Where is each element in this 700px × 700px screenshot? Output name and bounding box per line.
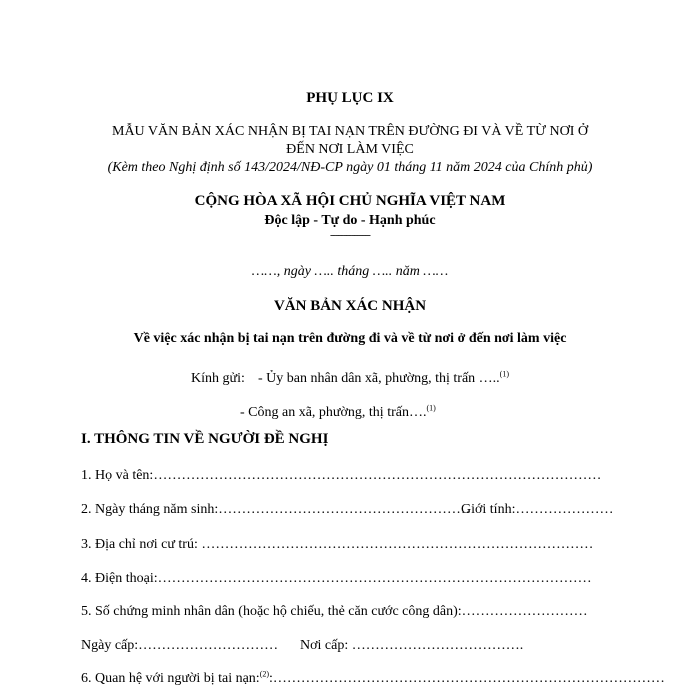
recipient-1-text: - Ủy ban nhân dân xã, phường, thị trấn ….. [258, 371, 500, 386]
motto-underline: --------------- [330, 229, 370, 241]
field-relationship-label: 6. Quan hệ với người bị tai nạn: [81, 671, 260, 686]
field-relationship-dots: :………………………………………………………………………… [269, 671, 665, 686]
recipient-2 [240, 403, 436, 420]
recipient-1-footnote: (1) [499, 369, 509, 379]
country-name: CỘNG HÒA XÃ HỘI CHỦ NGHĨA VIỆT NAM [194, 193, 506, 209]
field-phone: 4. Điện thoại:………………………………………………………………………………… [81, 571, 592, 586]
field-relationship [81, 669, 665, 686]
date-line: ……, ngày ….. tháng ….. năm …… [251, 264, 449, 279]
field-residence-address: 3. Địa chỉ nơi cư trú: ………………………………………………………………………… [81, 537, 594, 552]
section-1-heading: I. THÔNG TIN VỀ NGƯỜI ĐỀ NGHỊ [81, 431, 329, 447]
form-title-line-2: ĐẾN NƠI LÀM VIỆC [286, 142, 414, 157]
recipient-2-text: - Công an xã, phường, thị trấn…. [240, 405, 427, 420]
motto: Độc lập - Tự do - Hạnh phúc [264, 213, 436, 228]
appendix-title: PHỤ LỤC IX [306, 90, 394, 106]
field-issue-place: Nơi cấp: ………………………………. [300, 638, 524, 653]
subject-line: Về việc xác nhận bị tai nạn trên đường đi và về từ nơi ở đến nơi làm việc [133, 331, 567, 346]
field-issue-date: Ngày cấp:………………………… [81, 638, 279, 653]
recipient-2-footnote: (1) [426, 403, 436, 413]
field-full-name: 1. Họ và tên:…………………………………………………………………………………… [81, 468, 602, 483]
recipient-label: Kính gửi: [191, 371, 245, 386]
field-relationship-footnote: (2) [259, 669, 270, 679]
recipient-1 [258, 369, 509, 386]
document-title: VĂN BẢN XÁC NHẬN [273, 298, 427, 314]
decree-note: (Kèm theo Nghị định số 143/2024/NĐ-CP ngày 01 tháng 11 năm 2024 của Chính phủ) [107, 160, 593, 175]
field-gender: Giới tính:………………… [461, 502, 614, 517]
field-date-of-birth: 2. Ngày tháng năm sinh:……………………………………………… [81, 502, 471, 517]
form-title-line-1: MẪU VĂN BẢN XÁC NHẬN BỊ TAI NẠN TRÊN ĐƯỜNG ĐI VÀ VỀ TỪ NƠI Ở [112, 124, 588, 139]
field-id-number: 5. Số chứng minh nhân dân (hoặc hộ chiếu, thẻ căn cước công dân):……………………… [81, 604, 588, 619]
